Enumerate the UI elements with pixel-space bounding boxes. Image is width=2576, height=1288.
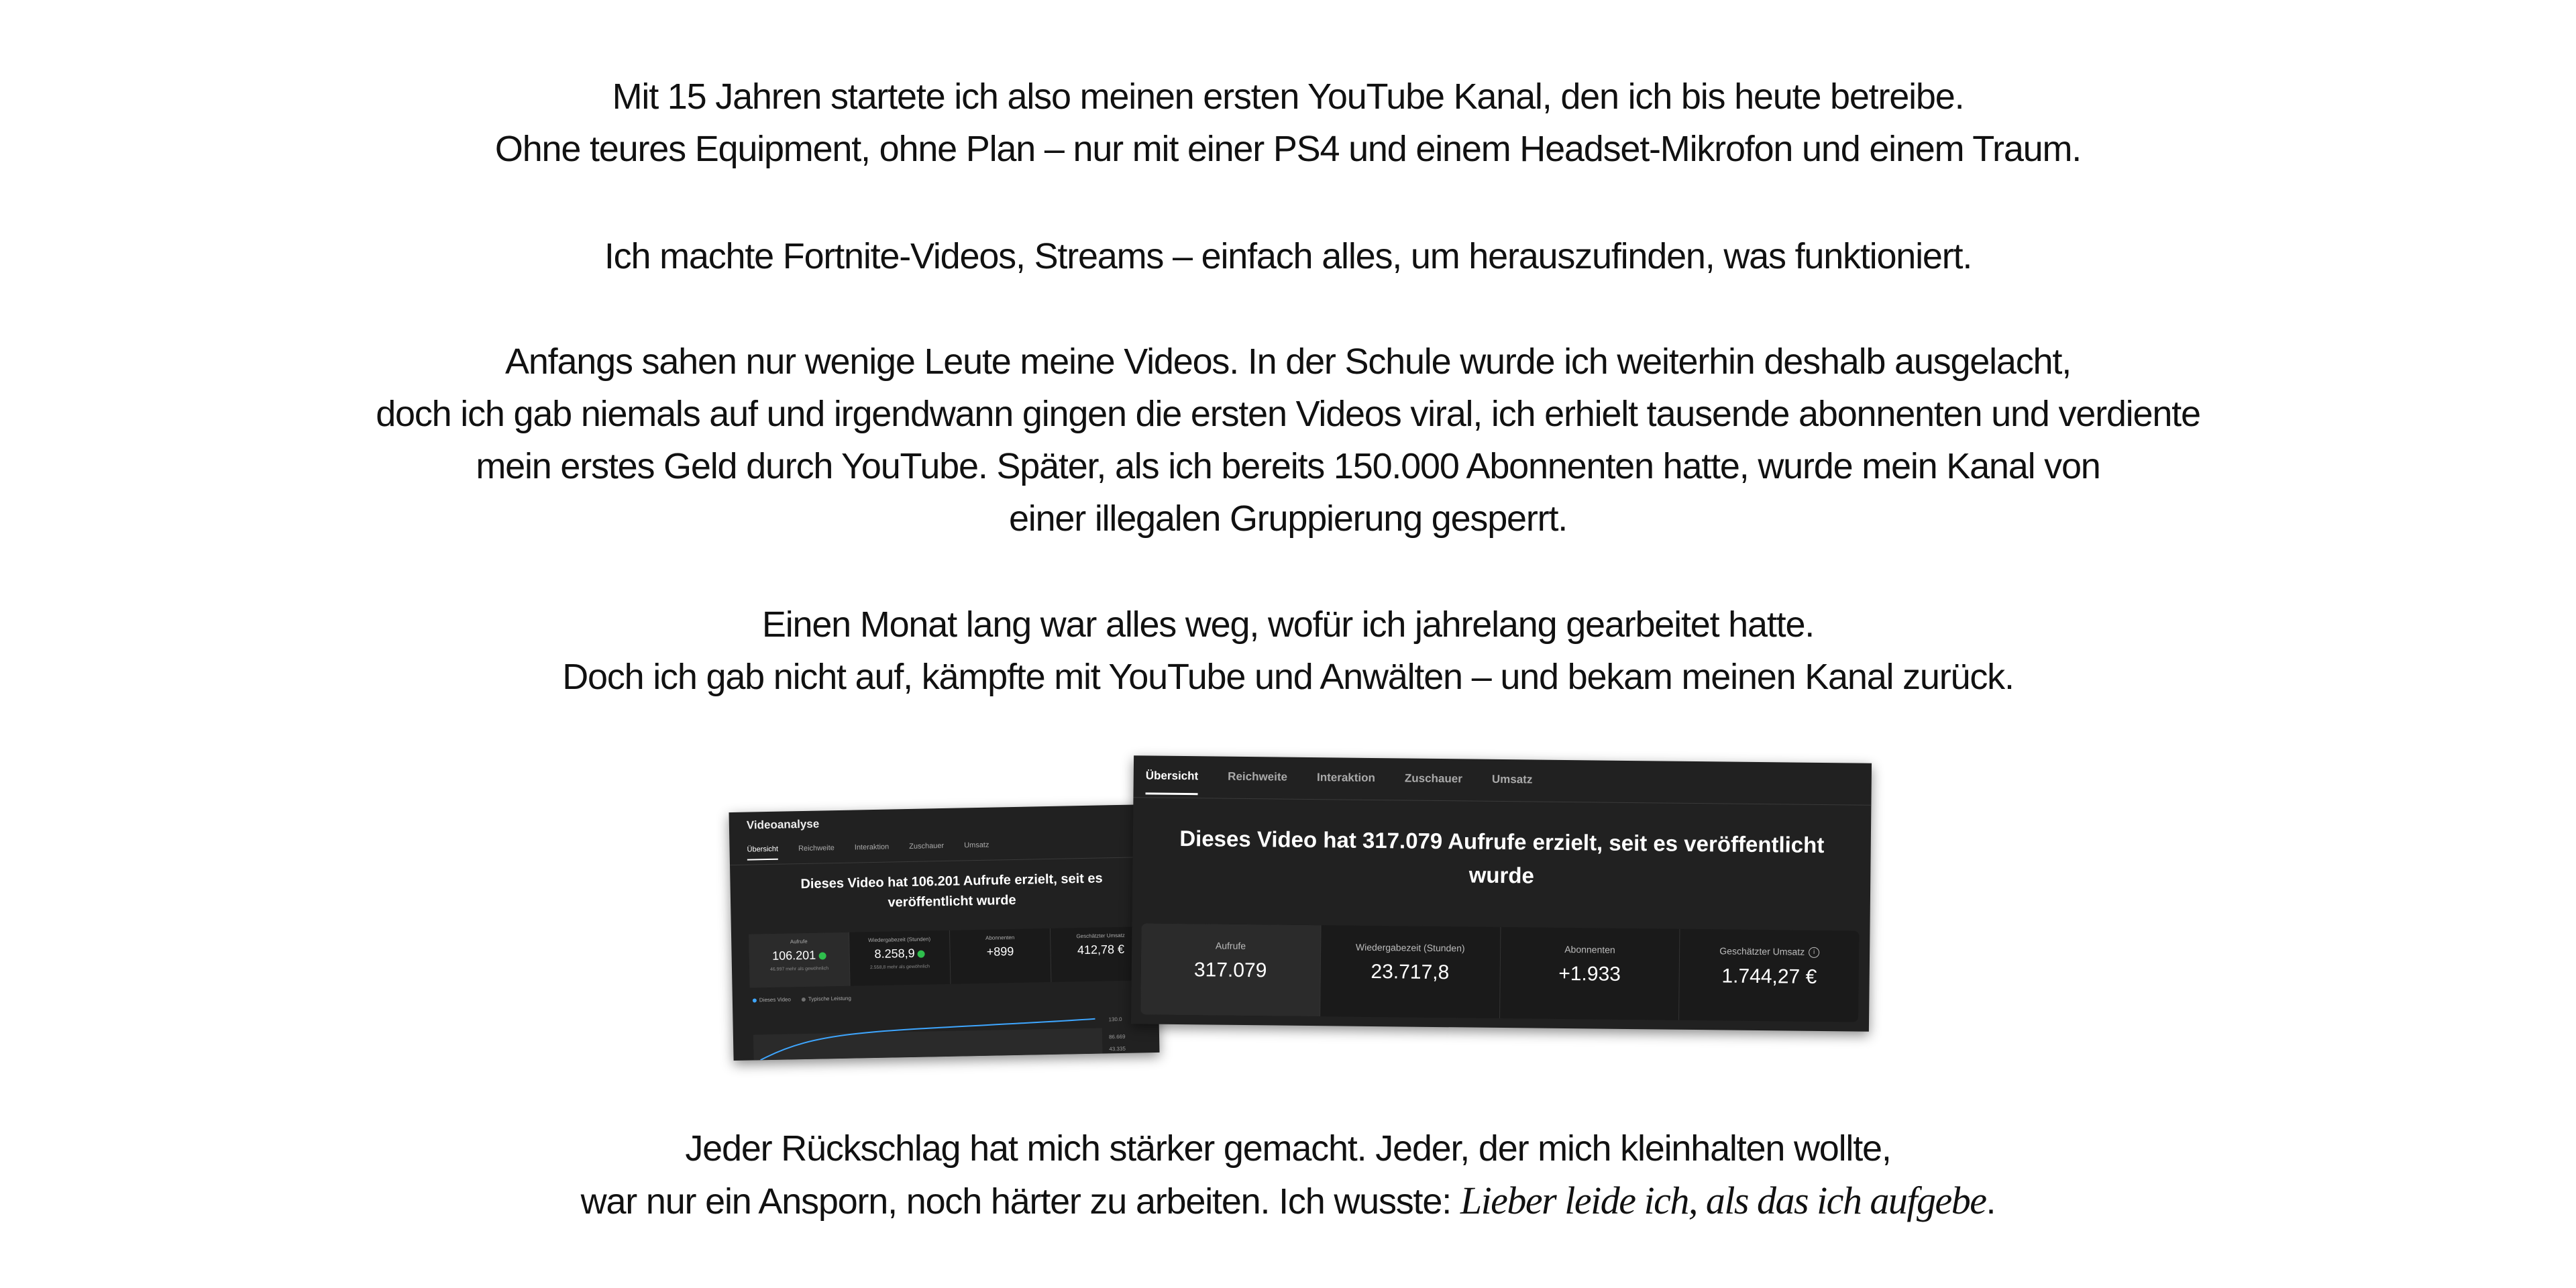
story-line: Ohne teures Equipment, ohne Plan – nur mit einer PS4 und einem Headset-Mikrofon und einem Traum. [494, 129, 2082, 169]
divider [1133, 797, 1871, 806]
tab-umsatz[interactable]: Umsatz [1491, 772, 1533, 786]
stat-label: Aufrufe [790, 938, 808, 945]
panel-title: Videoanalyse [746, 817, 820, 832]
stats-row [749, 926, 1152, 988]
stat-aufrufe[interactable] [1140, 923, 1321, 1016]
analytics-tabs [1146, 769, 1533, 786]
stat-value: +899 [986, 945, 1014, 959]
views-chart [746, 995, 1159, 1060]
divider [730, 857, 1156, 865]
story-line: doch ich gab niemals auf und irgendwann gingen die ersten Videos viral, ich erhielt tausende abonnenten und verdiente [376, 394, 2200, 434]
stat-label: Wiedergabezeit (Stunden) [1355, 941, 1465, 954]
story-line: Jeder Rückschlag hat mich stärker gemacht. Jeder, der mich kleinhalten wollte, [685, 1128, 1891, 1169]
legend-item [802, 996, 851, 1002]
check-icon [918, 950, 925, 957]
story-line: Mit 15 Jahren startete ich also meinen ersten YouTube Kanal, den ich bis heute betreibe. [612, 76, 1964, 117]
story-line: Doch ich gab nicht auf, kämpfte mit YouTube und Anwälten – und bekam meinen Kanal zurück. [562, 657, 2014, 697]
tab-uebersicht[interactable]: Übersicht [1145, 769, 1199, 783]
story-paragraph-2 [0, 230, 2576, 282]
tab-zuschauer[interactable]: Zuschauer [909, 841, 945, 851]
axis-tick: 130.0 [1108, 1016, 1122, 1023]
stat-label: Abonnenten [1564, 943, 1615, 955]
axis-tick: 86.669 [1108, 1033, 1126, 1040]
stat-label [1680, 945, 1859, 959]
stats-row [1140, 923, 1859, 1022]
stat-label: Geschätzter Umsatz [1076, 932, 1125, 940]
analytics-screenshot-large [1131, 755, 1872, 1031]
stat-aufrufe[interactable] [749, 932, 851, 988]
tab-interaktion[interactable]: Interaktion [1316, 771, 1376, 785]
stat-value: 317.079 [1193, 959, 1267, 982]
story-paragraph-1 [0, 70, 2576, 175]
tab-uebersicht[interactable]: Übersicht [747, 845, 779, 854]
story-text: . [1986, 1181, 1996, 1222]
tab-zuschauer[interactable]: Zuschauer [1404, 771, 1463, 786]
check-icon [818, 952, 826, 959]
stat-wiedergabezeit[interactable] [1320, 925, 1501, 1018]
story-paragraph-4 [0, 598, 2576, 703]
legend-dot [753, 998, 757, 1002]
stat-value: +1.933 [1558, 962, 1621, 985]
video-headline: Dieses Video hat 317.079 Aufrufe erzielt, seit es veröffentlicht wurde [1179, 825, 1825, 888]
stat-label-text: Geschätzter Umsatz [1719, 945, 1805, 957]
stat-label: Wiedergabezeit (Stunden) [868, 936, 931, 944]
tab-interaktion[interactable]: Interaktion [854, 843, 890, 852]
story-line [0, 1175, 2576, 1228]
info-icon[interactable]: i [1809, 947, 1819, 958]
story-line: Ich machte Fortnite-Videos, Streams – einfach alles, um herauszufinden, was funktioniert. [604, 236, 1972, 276]
stat-sub: 2.558,8 mehr als gewöhnlich [869, 964, 930, 971]
story-paragraph-5 [0, 1122, 2576, 1228]
stat-label: Aufrufe [1215, 940, 1246, 952]
typical-range-band [753, 1028, 1103, 1061]
stat-sub: 46.997 mehr als gewöhnlich [769, 966, 829, 972]
motto-quote: Lieber leide ich, als das ich aufgebe [1460, 1179, 1986, 1222]
analytics-screenshot-small [729, 804, 1160, 1061]
stat-umsatz[interactable] [1679, 929, 1859, 1022]
tab-umsatz[interactable]: Umsatz [964, 841, 989, 850]
legend-label: Typische Leistung [808, 995, 851, 1002]
stat-value [749, 948, 849, 964]
story-text: war nur ein Ansporn, noch härter zu arbeiten. Ich wusste: [580, 1181, 1460, 1222]
story-line: einer illegalen Gruppierung gesperrt. [1008, 498, 1568, 539]
analytics-tabs [747, 841, 989, 854]
tab-reichweite[interactable]: Reichweite [1228, 769, 1288, 784]
stat-value-text: 106.201 [771, 948, 816, 963]
legend-dot [802, 998, 806, 1002]
legend-label: Dieses Video [759, 996, 791, 1004]
story-paragraph-3 [0, 335, 2576, 545]
stat-abonnenten[interactable] [1500, 927, 1680, 1020]
stat-value: 1.744,27 € [1721, 965, 1817, 989]
stat-value: 412,78 € [1077, 942, 1125, 957]
legend-item [753, 996, 791, 1003]
stat-label: Abonnenten [985, 934, 1015, 941]
stat-value: 23.717,8 [1371, 960, 1450, 984]
stat-wiedergabezeit[interactable] [849, 930, 951, 986]
stat-value-text: 8.258,9 [874, 946, 915, 961]
axis-tick: 43.335 [1109, 1045, 1126, 1053]
stat-value [849, 946, 949, 962]
stat-abonnenten[interactable] [950, 928, 1052, 984]
tab-reichweite[interactable]: Reichweite [798, 844, 835, 853]
story-line: Einen Monat lang war alles weg, wofür ich jahrelang gearbeitet hatte. [761, 604, 1815, 645]
story-line: mein erstes Geld durch YouTube. Später, als ich bereits 150.000 Abonnenten hatte, wurde mein Kanal von [476, 446, 2100, 486]
story-line: Anfangs sahen nur wenige Leute meine Videos. In der Schule wurde ich weiterhin deshalb ausgelacht, [505, 341, 2071, 382]
video-headline: Dieses Video hat 106.201 Aufrufe erzielt, seit es veröffentlicht wurde [800, 871, 1103, 910]
chart-legend [753, 996, 851, 1004]
